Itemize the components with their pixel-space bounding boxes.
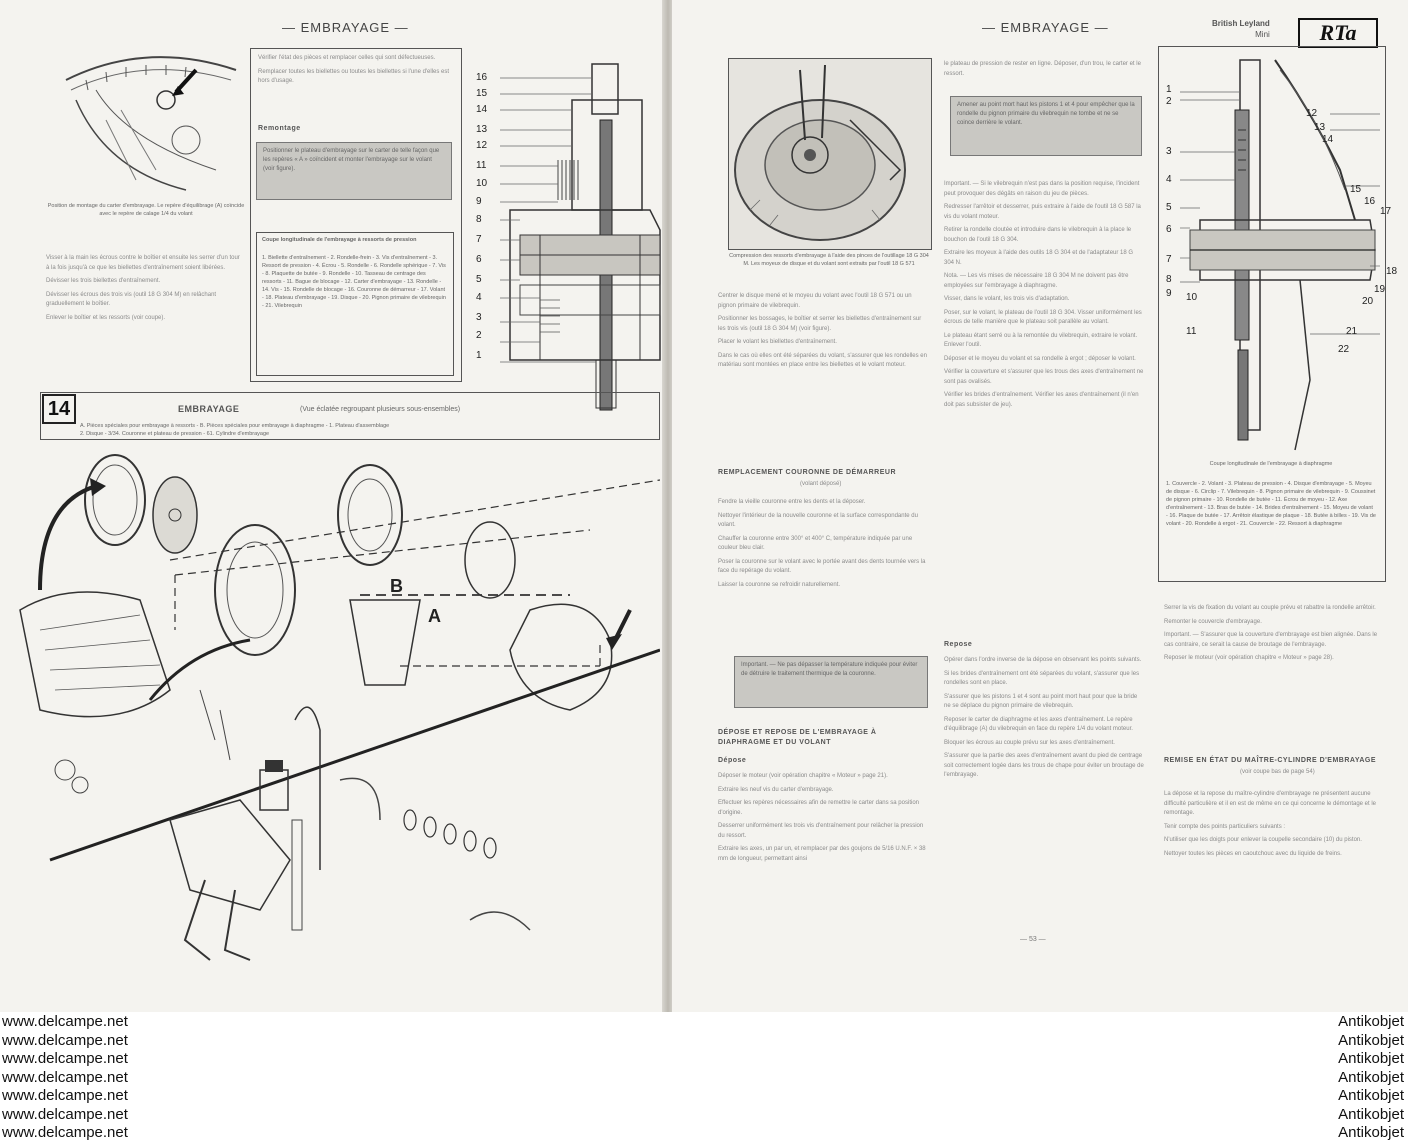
- callout-number: 5: [476, 274, 482, 285]
- coupe2-callout: 8: [1166, 274, 1172, 285]
- coupe2-callout: 12: [1306, 108, 1318, 119]
- callout-number: 11: [476, 160, 487, 171]
- watermark-line: www.delcampe.net: [2, 1124, 128, 1141]
- brand-line-2: Mini: [1255, 30, 1270, 39]
- col2-paragraph: Poser, sur le volant, le plateau de l'outil 18 G 304. Visser uniformément les écrous de telle manière que le plateau soit parallèle au volant.: [944, 309, 1142, 325]
- intro-paragraph: Vérifier l'état des pièces et remplacer celles qui sont défectueuses.: [258, 55, 436, 61]
- brand-label: [1212, 18, 1270, 40]
- body-paragraph: Dévisser les trois biellettes d'entraînement.: [46, 278, 161, 284]
- watermark-line: Antikobjet: [1338, 1031, 1404, 1049]
- depose-paragraph: Extraire les axes, un par un, et remplacer par des goujons de 5/16 U.N.F. × 38 mm de longueur, permettant ainsi: [718, 846, 926, 862]
- col2-paragraph: Nota. — Les vis mises de nécessaire 18 G 304 M ne doivent pas être employées sur l'embrayage à diaphragme.: [944, 273, 1129, 289]
- coupe-caption: Coupe longitudinale de l'embrayage à ressorts de pression: [262, 237, 417, 243]
- watermark-line: Antikobjet: [1338, 1124, 1404, 1141]
- col2-paragraph: Retirer la rondelle cloutée et introduire dans le vilebrequin à la place le bouchon de l'outil 18 G 304.: [944, 227, 1132, 243]
- couronne-paragraph: Fendre la vieille couronne entre les dents et la déposer.: [718, 499, 866, 505]
- heading-depose-sub: Dépose: [718, 757, 747, 764]
- left-body-text: [46, 254, 244, 327]
- col3-paragraph: Remonter le couvercle d'embrayage.: [1164, 618, 1262, 625]
- watermark-line: Antikobjet: [1338, 1050, 1404, 1067]
- depose-paragraph: Déposer le moteur (voir opération chapitre « Moteur » page 21).: [718, 773, 888, 779]
- diaphragm-cross-section-drawing: [1180, 50, 1380, 460]
- depose-text: [718, 772, 930, 868]
- repose-paragraph: Si les brides d'entraînement ont été séparées du volant, s'assurer que les rondelles sont en place.: [944, 670, 1140, 686]
- watermark-right: [1300, 1013, 1404, 1143]
- couronne-paragraph: Chauffer la couronne entre 300° et 400° C, température indiquée par une couleur bleu clair.: [718, 535, 913, 551]
- col1-paragraph: Dans le cas où elles ont été séparées du volant, s'assurer que les rondelles en matériau sont montées en place entre les biellettes et le volant moteur.: [718, 352, 927, 368]
- watermark-line: Antikobjet: [1338, 1068, 1404, 1086]
- watermark-line: www.delcampe.net: [2, 1105, 128, 1123]
- col1-text: [718, 292, 930, 375]
- callout-number: 2: [476, 330, 482, 341]
- coupe2-callout: 11: [1186, 326, 1197, 337]
- coupe2-callout: 6: [1166, 224, 1172, 235]
- col2-paragraph: Vérifier la couverture et s'assurer que les trous des axes d'entraînement ne sont pas ovalisés.: [944, 369, 1144, 385]
- coupe2-callout: 10: [1186, 292, 1198, 303]
- intro-text: [258, 54, 453, 91]
- col2-top-text: le plateau de pression de rester en ligne. Déposer, d'un trou, le carter et le ressort.: [944, 61, 1141, 77]
- maitre-text: [1164, 790, 1382, 863]
- plate-title: EMBRAYAGE: [178, 404, 240, 414]
- col2-text: [944, 180, 1144, 414]
- coupe2-callout: 1: [1166, 84, 1172, 95]
- repose-paragraph: Bloquer les écrous au couple prévu sur les axes d'entraînement.: [944, 739, 1115, 746]
- exploded-clutch-drawing: [10, 440, 660, 1010]
- coupe2-callout: 16: [1364, 196, 1376, 207]
- watermark-line: Antikobjet: [1338, 1105, 1404, 1123]
- callout-number: 3: [476, 312, 482, 323]
- maitre-paragraph: N'utiliser que les doigts pour enlever la coupelle secondaire (10) du piston.: [1164, 837, 1362, 843]
- col2-paragraph: Important. — Si le vilebrequin n'est pas dans la position requise, l'incident peut provoquer des dégâts en raison du jeu de pièces.: [944, 181, 1140, 197]
- callout-number: 6: [476, 254, 482, 265]
- coupe2-callout: 18: [1386, 266, 1398, 277]
- coupe2-callout: 3: [1166, 146, 1172, 157]
- repose-paragraph: Opérer dans l'ordre inverse de la dépose en observant les points suivants.: [944, 657, 1142, 663]
- coupe2-caption: Coupe longitudinale de l'embrayage à diaphragme: [1209, 461, 1333, 467]
- col2-paragraph: Vérifier les brides d'entraînement. Vérifier les axes d'entraînement (il n'en doit pas subsister de jeu).: [944, 392, 1139, 408]
- couronne-paragraph: Poser la couronne sur le volant avec le portée avant des dents tournée vers la face du repérage du volant.: [718, 558, 926, 574]
- depose-paragraph: Extraire les neuf vis du carter d'embrayage.: [718, 786, 834, 793]
- col2-paragraph: Déposer et le moyeu du volant et sa rondelle à ergot ; déposer le volant.: [944, 355, 1136, 362]
- coupe2-callout: 19: [1374, 284, 1386, 295]
- coupe2-callout: 13: [1314, 122, 1326, 133]
- coupe2-callout: 15: [1350, 184, 1362, 195]
- watermark-line: www.delcampe.net: [2, 1087, 128, 1104]
- repose-paragraph: S'assurer que les pistons 1 et 4 sont au point mort haut pour que la bride ne se déplace du pignon primaire de vilebrequin.: [944, 693, 1138, 709]
- callout-number: 14: [476, 104, 488, 115]
- left-running-head: — EMBRAYAGE —: [282, 20, 409, 35]
- important-box-2: Amener au point mort haut les pistons 1 et 4 pour empêcher que la rondelle du pignon primaire du vilebrequin ne tombe et ne se coince derrière le volant.: [950, 96, 1142, 156]
- watermark-line: Antikobjet: [1338, 1087, 1404, 1104]
- col1-paragraph: Placer le volant les biellettes d'entraînement.: [718, 339, 837, 345]
- callout-number: 8: [476, 214, 482, 225]
- maitre-paragraph: Nettoyer toutes les pièces en caoutchouc avec du liquide de freins.: [1164, 850, 1342, 857]
- col2-paragraph: Visser, dans le volant, les trois vis d'adaptation.: [944, 296, 1070, 302]
- couronne-paragraph: Laisser la couronne se refroidir naturellement.: [718, 581, 841, 588]
- page-number: — 53 —: [1020, 936, 1046, 943]
- remontage-box: Positionner le plateau d'embrayage sur le carter de telle façon que les repères « A » coïncident et monter l'embrayage sur le volant (voir figure).: [256, 142, 452, 200]
- clutch-compression-photo: [730, 60, 928, 246]
- coupe2-callout: 22: [1338, 344, 1350, 355]
- col3-text: [1164, 604, 1382, 668]
- col1-paragraph: Positionner les bossages, le boîtier et serrer les biellettes d'entraînement sur les trois vis (outil 18 G 304 M) (voir figure).: [718, 316, 922, 332]
- maitre-paragraph: La dépose et la repose du maître-cylindre d'embrayage ne présentent aucune difficulté particulière et il en est de même en ce qui concerne le démontage et le remontage.: [1164, 791, 1377, 816]
- body-paragraph: Dévisser les écrous des trois vis (outil 18 G 304 M) en relâchant graduellement le boîtier.: [46, 291, 217, 307]
- watermark-line: www.delcampe.net: [2, 1013, 128, 1030]
- callout-number: 15: [476, 88, 488, 99]
- coupe2-callout: 21: [1346, 326, 1358, 337]
- col2-paragraph: Extraire les moyeux à l'aide des outils 18 G 304 et de l'adaptateur 18 G 304 N.: [944, 250, 1134, 266]
- maitre-paragraph: Tenir compte des points particuliers suivants :: [1164, 823, 1286, 830]
- col2-paragraph: Redresser l'arrêtoir et desserrer, puis extraire à l'aide de l'outil 18 G 587 la vis du volant moteur.: [944, 204, 1141, 220]
- col2-paragraph: Le plateau étant serré ou à la remontée du vilebrequin, extraire le volant. Enlever l'outil.: [944, 332, 1138, 348]
- col3-paragraph: Reposer le moteur (voir opération chapitre « Moteur » page 28).: [1164, 655, 1334, 661]
- coupe2-callout: 17: [1380, 206, 1392, 217]
- col3-paragraph: Important. — S'assurer que la couverture d'embrayage est bien alignée. Dans le cas contraire, ce serait la cause de broutage de l'embrayage.: [1164, 632, 1378, 648]
- top-figure-caption: Position de montage du carter d'embrayage. Le repère d'équilibrage (A) coïncide avec le repère de calage 1/4 du volant: [47, 203, 245, 217]
- callout-number: 12: [476, 140, 488, 151]
- depose-paragraph: Desserrer uniformément les trois vis d'entraînement pour relâcher la pression du ressort.: [718, 823, 924, 839]
- watermark-line: www.delcampe.net: [2, 1050, 128, 1067]
- callout-number: 7: [476, 234, 482, 245]
- heading-couronne-note: (volant déposé): [800, 481, 842, 487]
- coupe2-callout: 2: [1166, 96, 1172, 107]
- heading-couronne: REMPLACEMENT COURONNE DE DÉMARREUR: [718, 469, 897, 476]
- couronne-paragraph: Nettoyer l'intérieur de la nouvelle couronne et la surface correspondante du volant.: [718, 512, 918, 528]
- label-a: A: [428, 606, 441, 626]
- label-b: B: [390, 576, 403, 596]
- coupe-legend: 1. Biellette d'entraînement - 2. Rondelle-frein - 3. Vis d'entraînement - 3. Ressort de pression - 4. Écrou - 5. Rondelle - 6. Rondelle sphérique - 7. Vis - 8. Plaquette de butée - 9. Rondelle - 10. Tasseau de centrage des ressorts - 11. Bague de blocage - 12. Carter d'embrayage - 13. Rondelle - 14. Vis - 15. Rondelle de blocage - 16. Couronne de démarreur - 17. Volant - 18. Plateau d'embrayage - 19. Disque - 20. Pignon primaire de vilebrequin - 21. Vilebrequin: [262, 255, 446, 309]
- depose-paragraph: Effectuer les repères nécessaires afin de remettre le carter dans sa position d'origine.: [718, 800, 919, 816]
- watermark-line: www.delcampe.net: [2, 1031, 128, 1049]
- watermark-line: Antikobjet: [1338, 1013, 1404, 1030]
- heading-repose: Repose: [944, 641, 973, 648]
- callout-number: 16: [476, 72, 488, 83]
- brand-line-1: British Leyland: [1212, 19, 1270, 28]
- body-paragraph: Visser à la main les écrous contre le boîtier et ensuite les serrer d'un tour à la fois jusqu'à ce que les biellettes d'entraînement soient libérées.: [46, 255, 240, 271]
- heading-maitre: REMISE EN ÉTAT DU MAÎTRE-CYLINDRE D'EMBRAYAGE: [1164, 757, 1377, 764]
- callout-number: 13: [476, 124, 488, 135]
- heading-maitre-note: (voir coupe bas de page 54): [1240, 769, 1315, 775]
- callout-number: 1: [476, 350, 482, 361]
- clutch-cross-section-drawing: [500, 60, 662, 420]
- coupe2-callout: 4: [1166, 174, 1172, 185]
- right-running-head: — EMBRAYAGE —: [982, 20, 1109, 35]
- plate-legend-1: A. Pièces spéciales pour embrayage à ressorts - B. Pièces spéciales pour embrayage à diaphragme - 1. Plateau d'assemblage: [80, 423, 390, 429]
- col1-paragraph: Centrer le disque mené et le moyeu du volant avec l'outil 18 G 571 ou un pignon primaire de vilebrequin.: [718, 293, 912, 309]
- repose-paragraph: Reposer le carter de diaphragme et les axes d'entraînement. Le repère d'équilibrage (A) du vilebrequin en face du repère 1/4 du volant moteur.: [944, 716, 1133, 732]
- coupe2-callout: 20: [1362, 296, 1374, 307]
- coupe2-callout: 7: [1166, 254, 1172, 265]
- heading-depose: DÉPOSE ET REPOSE DE L'EMBRAYAGE À DIAPHRAGME ET DU VOLANT: [718, 729, 877, 746]
- col3-paragraph: Serrer la vis de fixation du volant au couple prévu et rabattre la rondelle arrêtoir.: [1164, 605, 1376, 611]
- callout-number: 9: [476, 196, 482, 207]
- callout-number: 10: [476, 178, 488, 189]
- important-box-1: Important. — Ne pas dépasser la température indiquée pour éviter de détruire le traitement thermique de la couronne.: [734, 656, 928, 708]
- couronne-text: [718, 498, 930, 594]
- intro-paragraph: Remplacer toutes les biellettes ou toutes les biellettes si l'une d'elles est hors d'usage.: [258, 68, 450, 84]
- watermark-left: [2, 1013, 128, 1143]
- coupe2-callout: 14: [1322, 134, 1334, 145]
- plate-subtitle: (Vue éclatée regroupant plusieurs sous-ensembles): [300, 406, 461, 413]
- coupe2-legend: 1. Couvercle - 2. Volant - 3. Plateau de pression - 4. Disque d'embrayage - 5. Moyeu de disque - 6. Circlip - 7. Vilebrequin - 8. Pignon primaire de vilebrequin - 9. Coussinet de pignon primaire - 10. Rondelle de butée - 11. Écrou de moyeu - 12. Axe d'entraînement - 13. Bras de butée - 14. Brides d'entraînement - 15. Moyeu de volant - 16. Plaque de butée - 17. Arrêtoir élastique de plaque - 18. Butée à billes - 19. Vis de volant - 20. Rondelle à ergot - 21. Couvercle - 22. Ressort à diaphragme: [1166, 481, 1376, 527]
- flywheel-marking-figure: [46, 50, 246, 200]
- photo-caption: Compression des ressorts d'embrayage à l'aide des pinces de l'outillage 18 G 304 M. Les moyeux de disque et du volant sont extraits par l'outil 18 G 571: [729, 253, 929, 267]
- rta-logo: RTa: [1298, 18, 1378, 48]
- body-paragraph: Enlever le boîtier et les ressorts (voir coupe).: [46, 314, 166, 321]
- callout-number: 4: [476, 292, 482, 303]
- remontage-heading: Remontage: [258, 125, 301, 132]
- coupe2-callout: 9: [1166, 288, 1172, 299]
- coupe2-callout: 5: [1166, 202, 1172, 213]
- plate-legend-2: 2. Disque - 3/34. Couronne et plateau de pression - 61. Cylindre d'embrayage: [80, 431, 270, 437]
- repose-paragraph: S'assurer que la partie des axes d'entraînement avant du pied de centrage soit correctement logée dans les trous de chape pour éviter un broutage de l'embrayage.: [944, 753, 1144, 778]
- plate-number: 14: [42, 394, 76, 424]
- watermark-line: www.delcampe.net: [2, 1068, 128, 1086]
- repose-text: [944, 656, 1144, 785]
